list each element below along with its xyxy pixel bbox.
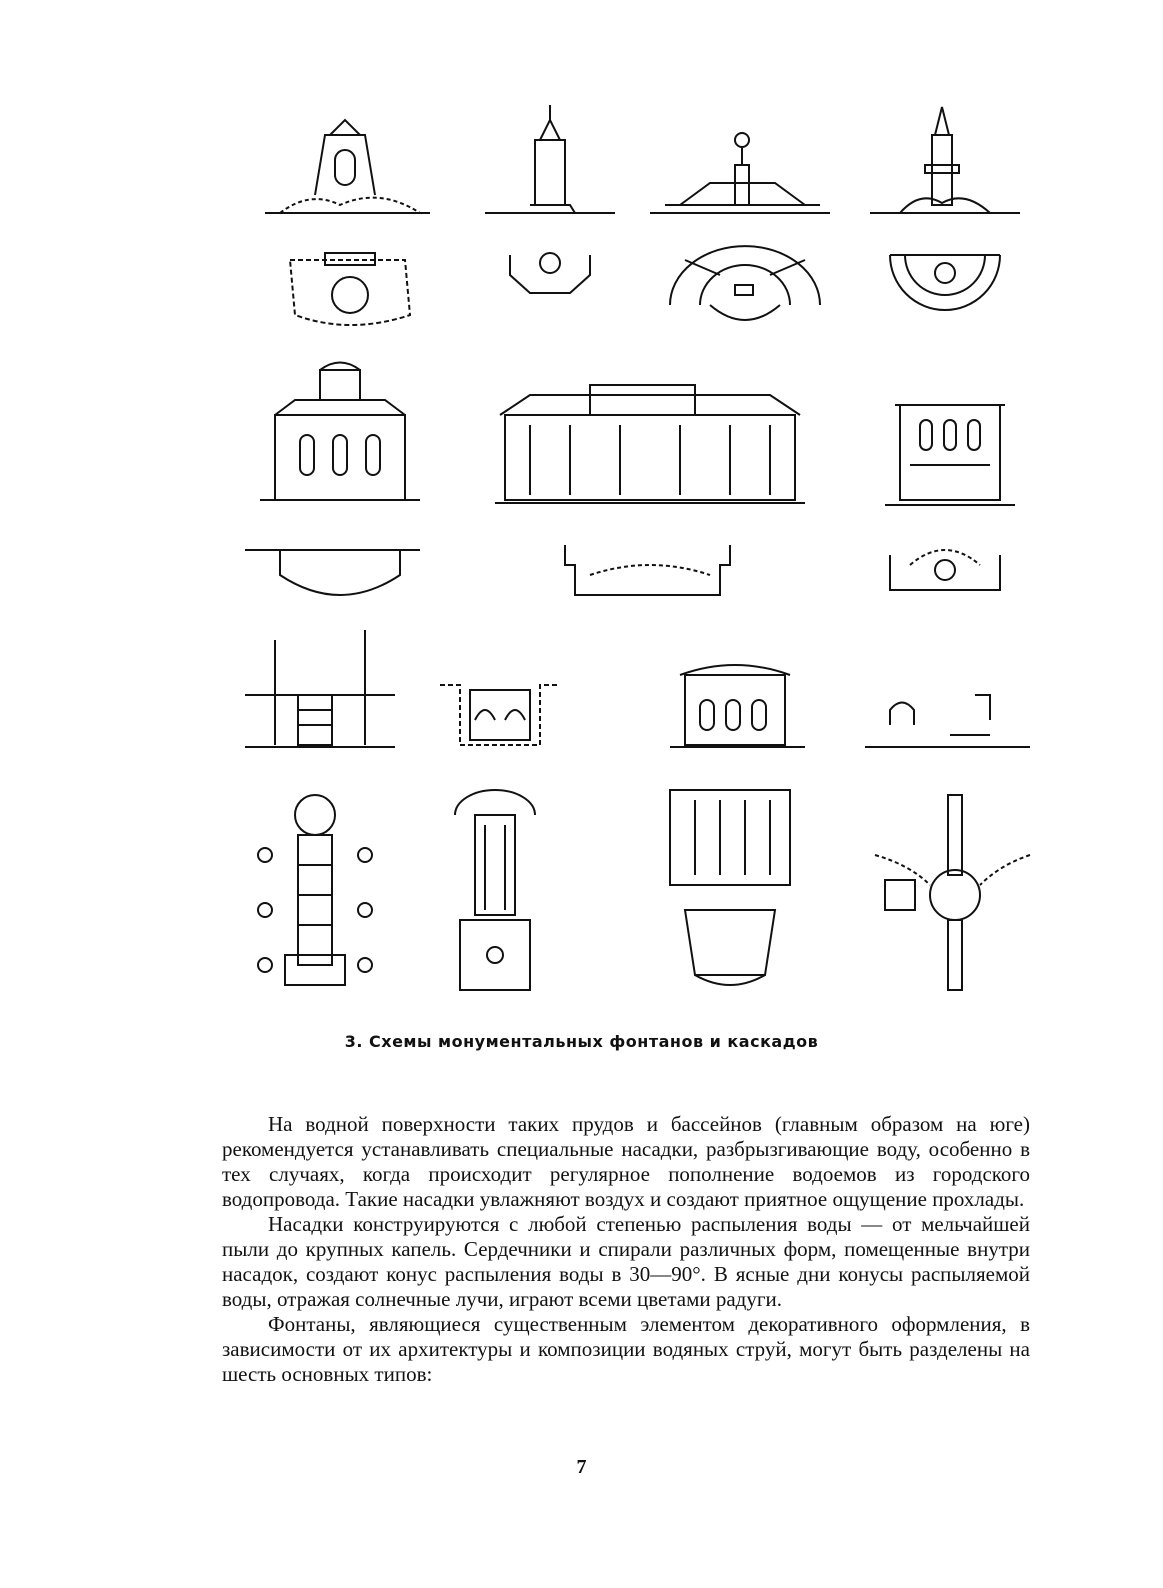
- fountain-elevation-3: [650, 133, 830, 213]
- fountain-schemes-figure: [230, 95, 1070, 1015]
- page-number: 7: [576, 1456, 587, 1478]
- cascade-elevation-4: [865, 695, 1030, 747]
- fountain-elevation-1: [265, 120, 430, 213]
- cascade-plan-1: [258, 795, 372, 985]
- paragraph-2: Насадки конструируются с любой степенью распыления воды — от мельчайшей пыли до крупных капель. Сердечники и спирали различных форм, помещенные внутри насадок, создают конус распыления воды в 30—90°. В ясные дни конусы распыляемой воды, отражая солнечные лучи, играют всеми цветами радуги.: [222, 1212, 1030, 1311]
- cascade-plan-3: [670, 790, 790, 985]
- cascade-elevation-2: [440, 685, 560, 745]
- fountain-elevation-4: [870, 107, 1020, 213]
- fountain-plan-3: [670, 246, 820, 320]
- cascade-plan-4: [875, 795, 1030, 990]
- fountain-elevation-2: [485, 105, 615, 213]
- body-text: [222, 1112, 1030, 1387]
- pavilion-plan-3: [890, 550, 1000, 590]
- pavilion-elevation-3: [885, 405, 1015, 505]
- fountain-plan-4: [890, 255, 1000, 310]
- figure-caption: 3. Схемы монументальных фонтанов и каскадов: [344, 1032, 819, 1051]
- fountain-drawings: [230, 95, 1070, 1015]
- pavilion-elevation-1: [260, 363, 420, 501]
- pavilion-plan-2: [565, 545, 730, 595]
- pavilion-plan-1: [245, 550, 420, 595]
- paragraph-1: На водной поверхности таких прудов и бассейнов (главным образом на юге) рекомендуется устанавливать специальные насадки, разбрызгивающие воду, особенно в тех случаях, когда происходит регулярное пополнение водоемов из городского водопровода. Такие насадки увлажняют воздух и создают приятное ощущение прохлады.: [222, 1112, 1030, 1211]
- pavilion-elevation-2: [495, 385, 805, 503]
- cascade-elevation-3: [670, 665, 805, 747]
- cascade-plan-2: [455, 790, 535, 990]
- fountain-plan-1: [290, 253, 410, 325]
- fountain-plan-2: [510, 253, 590, 293]
- cascade-elevation-1: [245, 630, 395, 747]
- paragraph-3: Фонтаны, являющиеся существенным элементом декоративного оформления, в зависимости от их архитектуры и композиции водяных струй, могут быть разделены на шесть основных типов:: [222, 1312, 1030, 1386]
